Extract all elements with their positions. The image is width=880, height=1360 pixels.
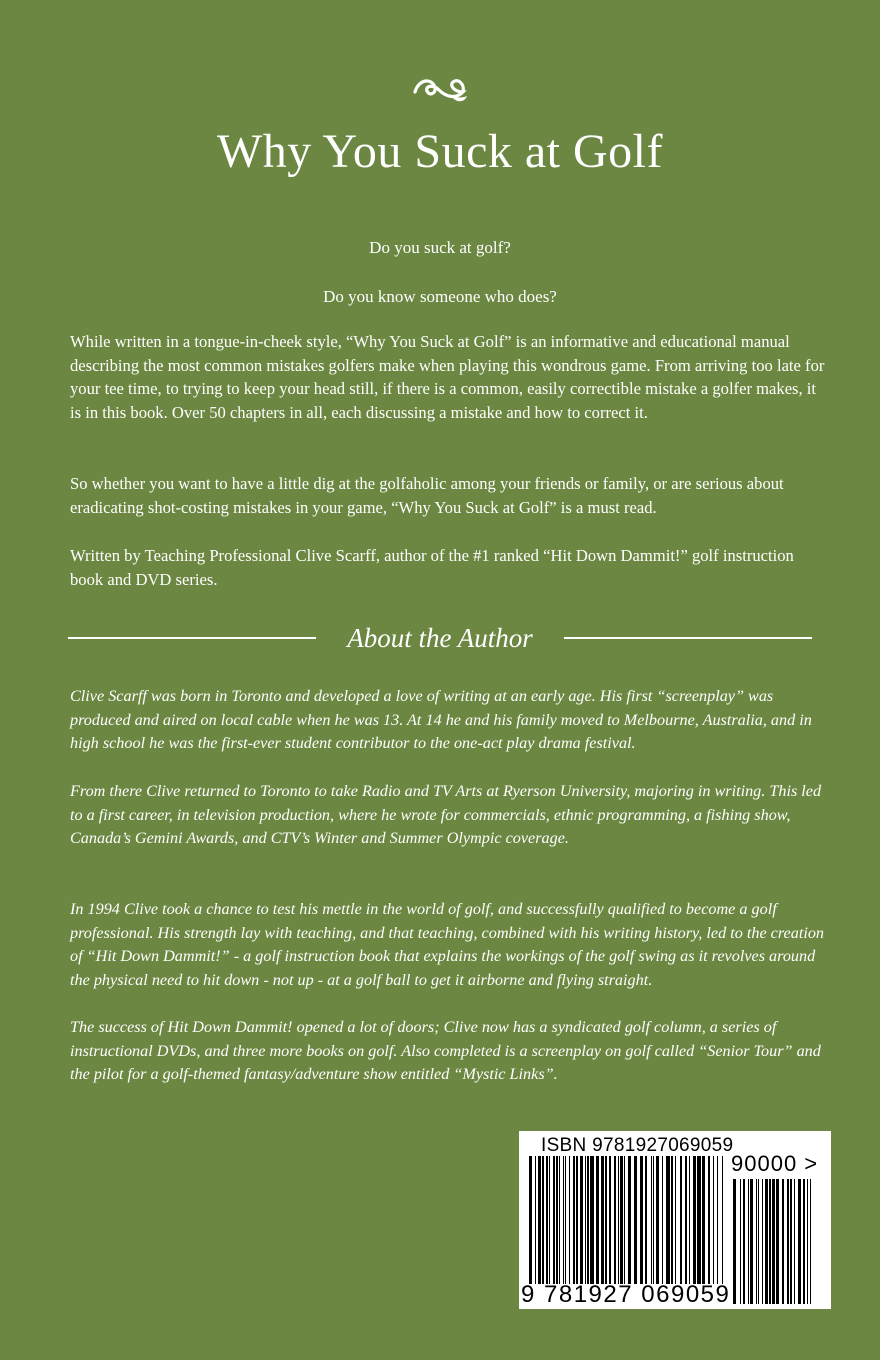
author-paragraph-2: From there Clive returned to Toronto to take Radio and TV Arts at Ryerson University, majoring in writing. This led to a first career, in television production, where he wrote for commercials, ethnic programming, a fishing show, Canada’s Gemini Awards, and CTV’s Winter and Summer Olympic coverage. (70, 782, 822, 847)
barcode-bar (563, 1156, 564, 1284)
barcode-bar (556, 1156, 558, 1284)
divider-rule-right (564, 637, 812, 639)
barcode-bar (740, 1179, 741, 1304)
barcode-bar (807, 1179, 808, 1304)
barcode-bar (549, 1156, 550, 1284)
barcode-bar (529, 1156, 532, 1284)
ean-digits: 9 781927 069059 (521, 1281, 731, 1308)
question-1: Do you suck at golf? (369, 238, 511, 257)
barcode-bar (708, 1156, 710, 1284)
barcode-bar (666, 1156, 670, 1284)
barcode-bar (576, 1156, 578, 1284)
barcode-bar (689, 1156, 690, 1284)
barcode-bar (620, 1156, 623, 1284)
barcode-bar (590, 1156, 594, 1284)
barcode-bar (772, 1179, 775, 1304)
barcode-bar (565, 1156, 566, 1284)
question-2: Do you know someone who does? (323, 287, 557, 306)
barcode-bar (645, 1156, 647, 1284)
barcode-bar (618, 1156, 619, 1284)
isbn-label: ISBN 9781927069059 (541, 1135, 734, 1156)
divider-rule-left (68, 637, 316, 639)
barcode-bar (535, 1156, 536, 1284)
barcode-bar (614, 1156, 616, 1284)
barcode-bar (656, 1156, 659, 1284)
barcode-bar (693, 1156, 696, 1284)
barcode-bar (662, 1156, 663, 1284)
barcode-bar (628, 1156, 631, 1284)
about-author-heading: About the Author (347, 622, 533, 653)
barcode-bar (762, 1179, 763, 1304)
barcode-bar (651, 1156, 652, 1284)
barcode-bar (624, 1156, 625, 1284)
barcode-bar (569, 1156, 570, 1284)
price-code: 90000 > (731, 1151, 819, 1176)
barcode-bar (776, 1179, 779, 1304)
author-paragraph-4: The success of Hit Down Dammit! opened a lot of doors; Clive now has a syndicated golf column, a series of instructional DVDs, and three more books on golf. Also completed is a screenplay on golf called “Senior Tour” and the pilot for a golf-themed fantasy/adventure show entitled “Mystic Links”. (70, 1018, 821, 1083)
barcode-bar (580, 1156, 583, 1284)
barcode-bar (546, 1156, 548, 1284)
barcode-bar (713, 1156, 714, 1284)
barcode-box (519, 1131, 831, 1309)
barcode-bar (748, 1179, 749, 1304)
barcode-bar (596, 1156, 599, 1284)
barcode-bar (609, 1156, 611, 1284)
leaf-swirl-icon (411, 70, 469, 110)
barcode-bar (765, 1179, 768, 1304)
barcode-bar (743, 1179, 745, 1304)
barcode-bar (803, 1179, 805, 1304)
barcode-bar (782, 1179, 784, 1304)
barcode-bar (634, 1156, 637, 1284)
barcode-bar (758, 1179, 759, 1304)
barcode-bar (559, 1156, 560, 1284)
barcode-bar (787, 1179, 789, 1304)
barcode-bar (769, 1179, 771, 1304)
barcode-bar (573, 1156, 575, 1284)
barcode-bar (798, 1179, 801, 1304)
barcode-bar (542, 1156, 544, 1284)
barcode-bar (717, 1156, 718, 1284)
barcode-bar (538, 1156, 541, 1284)
description-paragraph-3: Written by Teaching Professional Clive Scarff, author of the #1 ranked “Hit Down Dammit!” golf instruction book and DVD series. (70, 546, 794, 589)
barcode-bar (653, 1156, 654, 1284)
barcode-bar (685, 1156, 687, 1284)
barcode-bar (810, 1179, 811, 1304)
barcode-bar (585, 1156, 586, 1284)
author-paragraph-1: Clive Scarff was born in Toronto and developed a love of writing at an early age. His first “screenplay” was produced and aired on local cable when he was 13. At 14 he and his family moved to Melbourne, Australia, and in high school he was the first-ever student contributor to the one-act play drama festival. (70, 687, 812, 752)
addon-barcode (733, 1179, 813, 1304)
barcode-bar (675, 1156, 676, 1284)
ornament (0, 70, 880, 110)
barcode-bar (733, 1179, 736, 1304)
barcode-bar (750, 1179, 753, 1304)
author-paragraph-3: In 1994 Clive took a chance to test his mettle in the world of golf, and successfully qualified to become a golf professional. His strength lay with teaching, and that teaching, combined with his writing history, led to the creation of “Hit Down Dammit!” - a golf instruction book that explains the workings of the golf swing as it revolves around the physical need to hit down - not up - at a golf ball to get it airborne and flying straight. (70, 900, 825, 989)
description-paragraph-2: So whether you want to have a little dig at the golfaholic among your friends or family, or are serious about eradicating shot-costing mistakes in your game, “Why You Suck at Golf” is a must read. (70, 474, 784, 517)
barcode-bar (680, 1156, 682, 1284)
barcode-bar (671, 1156, 673, 1284)
about-author-divider (68, 620, 812, 656)
barcode-bar (605, 1156, 607, 1284)
book-title: Why You Suck at Golf (216, 125, 663, 178)
description-paragraph-1: While written in a tongue-in-cheek style, “Why You Suck at Golf” is an informative and educational manual describing the most common mistakes golfers make when playing this wondrous game. From arriving too late for your tee time, to trying to keep your head still, if there is a common, easily correctible mistake a golfer makes, it is in this book. Over 50 chapters in all, each discussing a mistake and how to correct it. (70, 332, 825, 422)
barcode-bar (756, 1179, 757, 1304)
barcode-bar (794, 1179, 795, 1304)
barcode-bar (553, 1156, 555, 1284)
barcode-bar (640, 1156, 643, 1284)
barcode-bar (587, 1156, 589, 1284)
barcode-bar (722, 1156, 723, 1284)
barcode-bar (702, 1156, 705, 1284)
barcode-bar (697, 1156, 701, 1284)
ean-barcode (529, 1156, 727, 1284)
barcode-bar (601, 1156, 604, 1284)
barcode-bar (790, 1179, 792, 1304)
